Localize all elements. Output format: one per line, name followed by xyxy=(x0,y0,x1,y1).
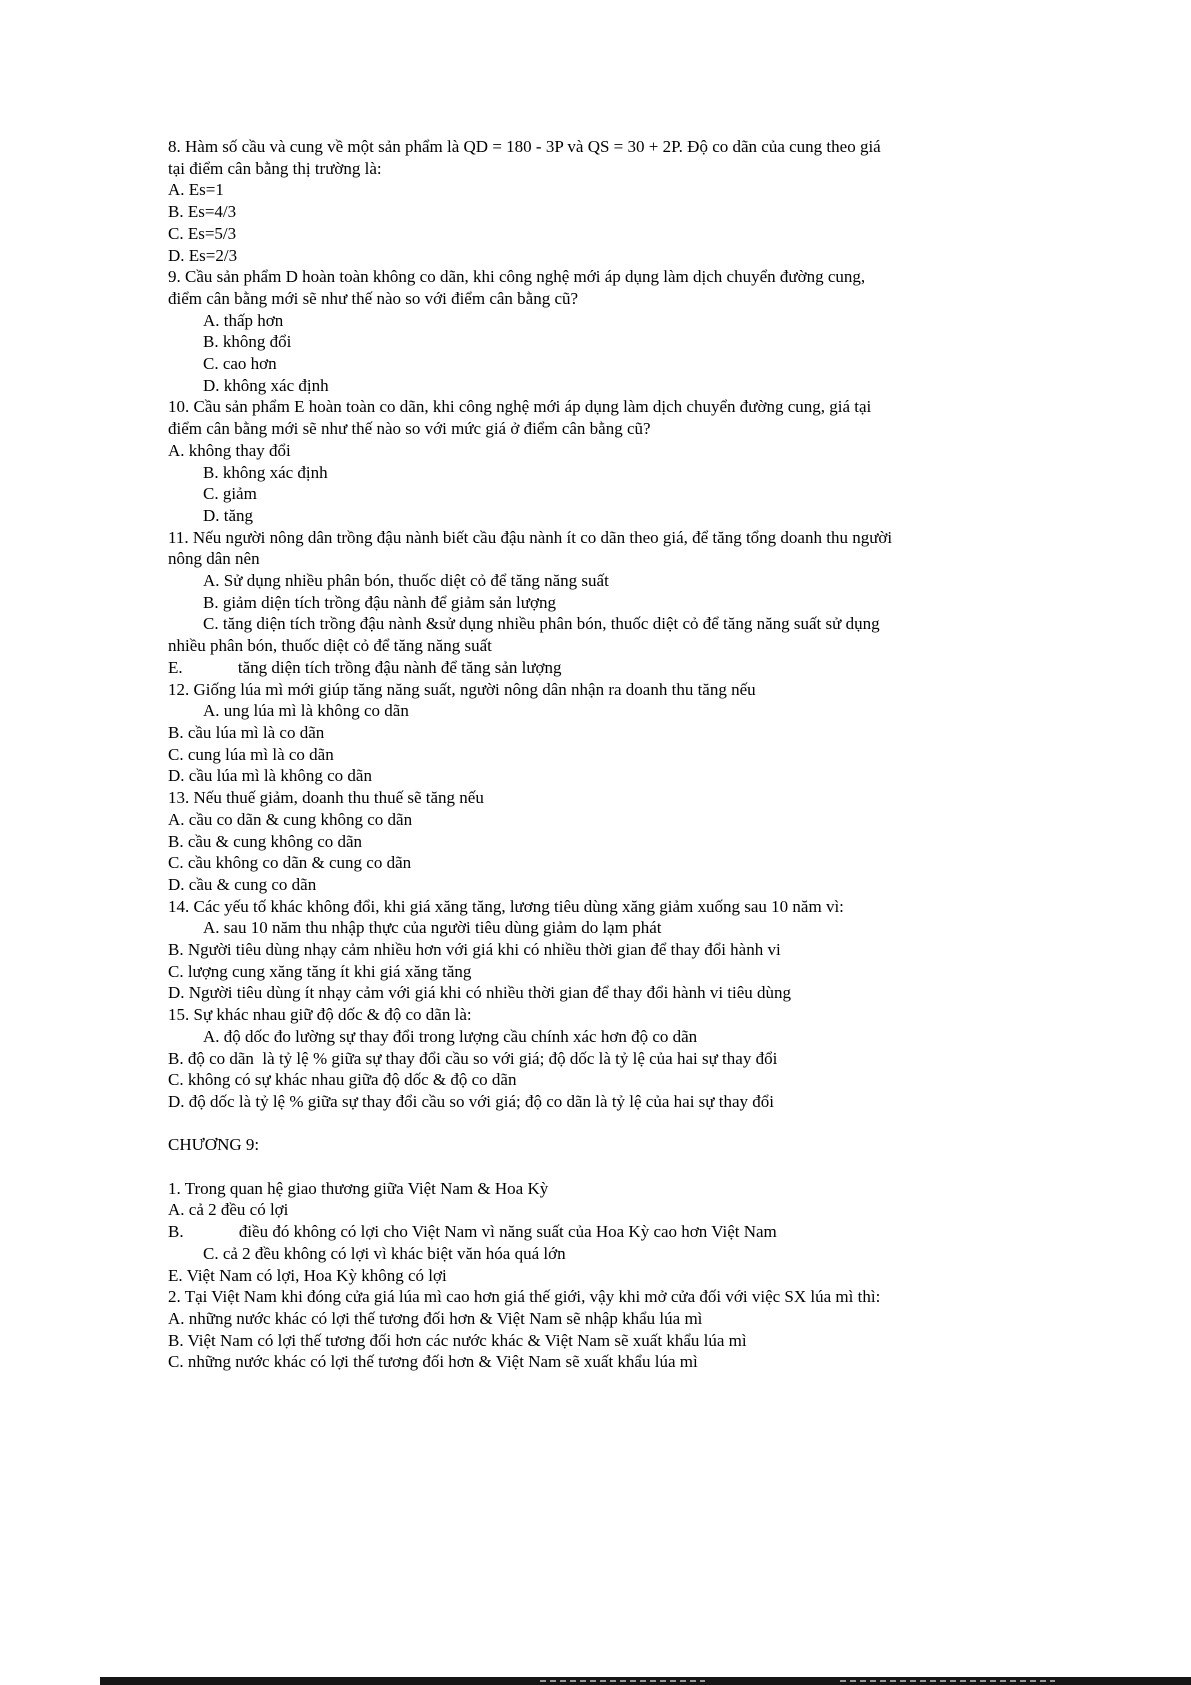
answer-option: C. giảm xyxy=(203,484,257,504)
question-text: 10. Cầu sản phẩm E hoàn toàn co dãn, khi công nghệ mới áp dụng làm dịch chuyển đường cung, giá tại điểm cân bằng mới sẽ như thế nào so với mức giá ở điểm cân bằng cũ? xyxy=(168,397,876,439)
answer-option: C. cung lúa mì là co dãn xyxy=(168,744,334,764)
dash-marks xyxy=(540,1680,705,1682)
answer-option: D. tăng xyxy=(203,505,254,525)
answer-option: A. Es=1 xyxy=(168,180,224,200)
answer-option: A. sau 10 năm thu nhập thực của người tiêu dùng giảm do lạm phát xyxy=(203,918,662,938)
answer-option: A. cả 2 đều có lợi xyxy=(168,1200,289,1220)
answer-option: C. tăng diện tích trồng đậu nành &sử dụng nhiều phân bón, thuốc diệt cỏ để tăng năng suất sử dụng nhiều phân bón, thuốc diệt cỏ để tăng năng suất xyxy=(168,614,884,656)
answer-option: B. Es=4/3 xyxy=(168,202,237,222)
question-text: 12. Giống lúa mì mới giúp tăng năng suất, người nông dân nhận ra doanh thu tăng nếu xyxy=(168,679,756,699)
answer-option: B. không xác định xyxy=(203,462,328,482)
answer-option: A. những nước khác có lợi thế tương đối hơn & Việt Nam sẽ nhập khẩu lúa mì xyxy=(168,1308,703,1328)
answer-option: D. cầu lúa mì là không co dãn xyxy=(168,766,372,786)
answer-option: D. Es=2/3 xyxy=(168,245,238,265)
question-text: 11. Nếu người nông dân trồng đậu nành biết cầu đậu nành ít co dãn theo giá, để tăng tổng doanh thu người nông dân nên xyxy=(168,527,897,569)
answer-option: E. tăng diện tích trồng đậu nành để tăng sản lượng xyxy=(168,657,562,677)
answer-option: D. cầu & cung co dãn xyxy=(168,874,317,894)
answer-option: D. độ dốc là tỷ lệ % giữa sự thay đổi cầu so với giá; độ co dãn là tỷ lệ của hai sự thay đổi xyxy=(168,1091,774,1111)
answer-option: A. thấp hơn xyxy=(203,310,284,330)
answer-option: A. cầu co dãn & cung không co dãn xyxy=(168,809,413,829)
blank-line xyxy=(168,1113,896,1135)
answer-option: B. Người tiêu dùng nhạy cảm nhiều hơn với giá khi có nhiều thời gian để thay đổi hành vi xyxy=(168,940,781,960)
answer-option: A. ung lúa mì là không co dãn xyxy=(203,701,409,721)
answer-option: B. không đổi xyxy=(203,332,292,352)
dash-marks xyxy=(840,1680,1055,1682)
answer-option: B. cầu lúa mì là co dãn xyxy=(168,722,325,742)
answer-option: B. giảm diện tích trồng đậu nành để giảm sản lượng xyxy=(203,592,556,612)
next-page-edge xyxy=(100,1677,1191,1685)
answer-option: B. độ co dãn là tỷ lệ % giữa sự thay đổi cầu so với giá; độ dốc là tỷ lệ của hai sự thay đổi xyxy=(168,1048,778,1068)
answer-option: C. lượng cung xăng tăng ít khi giá xăng tăng xyxy=(168,961,472,981)
document-body xyxy=(168,136,896,1373)
answer-option: B. điều đó không có lợi cho Việt Nam vì năng suất của Hoa Kỳ cao hơn Việt Nam xyxy=(168,1222,777,1242)
answer-option: A. Sử dụng nhiều phân bón, thuốc diệt cỏ để tăng năng suất xyxy=(203,571,609,591)
answer-option: A. không thay đổi xyxy=(168,440,291,460)
answer-option: C. những nước khác có lợi thế tương đối hơn & Việt Nam sẽ xuất khẩu lúa mì xyxy=(168,1352,698,1372)
answer-option: D. không xác định xyxy=(203,375,329,395)
chapter-heading: CHƯƠNG 9: xyxy=(168,1135,260,1155)
question-text: 1. Trong quan hệ giao thương giữa Việt Nam & Hoa Kỳ xyxy=(168,1178,549,1198)
answer-option: C. cao hơn xyxy=(203,354,277,374)
answer-option: D. Người tiêu dùng ít nhạy cảm với giá khi có nhiều thời gian để thay đổi hành vi tiêu dùng xyxy=(168,983,792,1003)
question-text: 9. Cầu sản phẩm D hoàn toàn không co dãn, khi công nghệ mới áp dụng làm dịch chuyển đường cung, điểm cân bằng mới sẽ như thế nào so với điểm cân bằng cũ? xyxy=(168,267,870,308)
answer-option: A. độ dốc đo lường sự thay đổi trong lượng cầu chính xác hơn độ co dãn xyxy=(203,1026,698,1046)
blank-line xyxy=(168,1156,896,1178)
question-text: 15. Sự khác nhau giữ độ dốc & độ co dãn là: xyxy=(168,1005,472,1025)
answer-option: C. Es=5/3 xyxy=(168,223,237,243)
answer-option: C. cầu không co dãn & cung co dãn xyxy=(168,853,412,873)
question-text: 8. Hàm số cầu và cung về một sản phẩm là QD = 180 - 3P và QS = 30 + 2P. Độ co dãn của cung theo giá tại điểm cân bằng thị trường là: xyxy=(168,137,885,178)
answer-option: C. cả 2 đều không có lợi vì khác biệt văn hóa quá lớn xyxy=(203,1243,566,1263)
answer-option: C. không có sự khác nhau giữa độ dốc & độ co dãn xyxy=(168,1070,517,1090)
answer-option: E. Việt Nam có lợi, Hoa Kỳ không có lợi xyxy=(168,1265,447,1285)
question-text: 13. Nếu thuế giảm, doanh thu thuế sẽ tăng nếu xyxy=(168,788,484,808)
answer-option: B. cầu & cung không co dãn xyxy=(168,831,363,851)
answer-option: B. Việt Nam có lợi thế tương đối hơn các nước khác & Việt Nam sẽ xuất khẩu lúa mì xyxy=(168,1330,747,1350)
question-text: 14. Các yếu tố khác không đổi, khi giá xăng tăng, lương tiêu dùng xăng giảm xuống sau 10 năm vì: xyxy=(168,896,844,916)
question-text: 2. Tại Việt Nam khi đóng cửa giá lúa mì cao hơn giá thế giới, vậy khi mở cửa đối với việc SX lúa mì thì: xyxy=(168,1287,881,1307)
